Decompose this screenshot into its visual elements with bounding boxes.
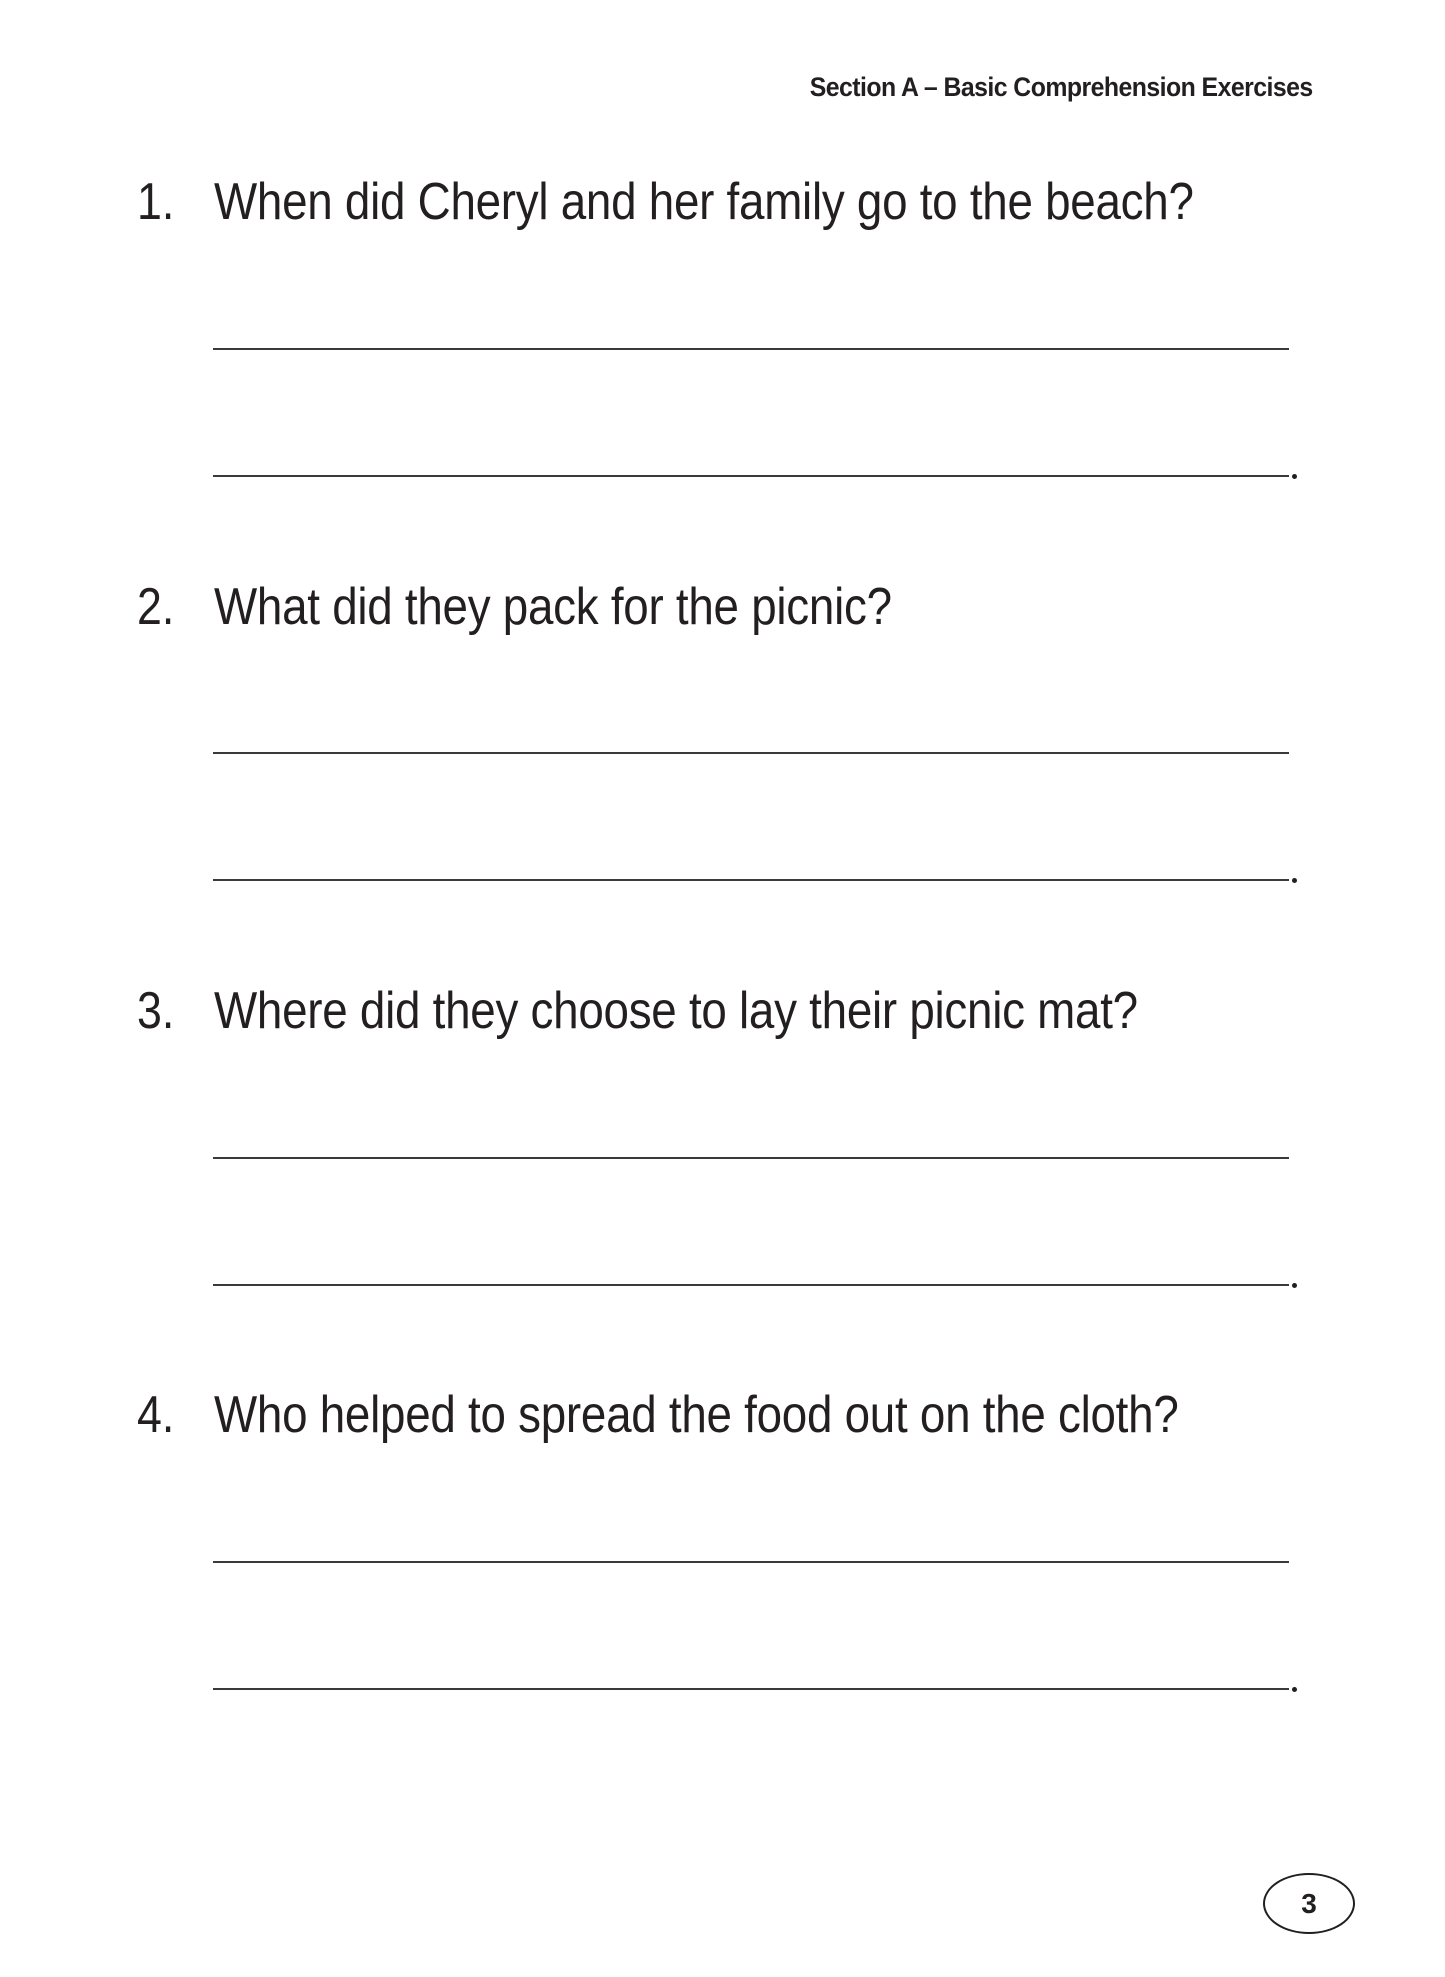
page-number: 3 bbox=[1301, 1887, 1317, 1919]
answer-line-2a[interactable] bbox=[213, 752, 1289, 754]
page-number-badge bbox=[1263, 1873, 1355, 1934]
question-number: 3. bbox=[137, 982, 175, 1040]
end-period bbox=[1292, 1687, 1297, 1692]
question-number: 4. bbox=[137, 1386, 175, 1444]
question-text: Where did they choose to lay their picnic mat? bbox=[214, 982, 1138, 1040]
question-text: What did they pack for the picnic? bbox=[214, 578, 892, 636]
question-text: Who helped to spread the food out on the cloth? bbox=[214, 1386, 1179, 1444]
question-number: 2. bbox=[137, 578, 175, 636]
question-number: 1. bbox=[137, 173, 175, 231]
section-header: Section A – Basic Comprehension Exercises bbox=[810, 72, 1313, 102]
answer-line-1b[interactable] bbox=[213, 475, 1289, 477]
end-period bbox=[1292, 474, 1297, 479]
answer-line-4b[interactable] bbox=[213, 1688, 1289, 1690]
answer-line-3a[interactable] bbox=[213, 1157, 1289, 1159]
answer-line-2b[interactable] bbox=[213, 879, 1289, 881]
answer-line-3b[interactable] bbox=[213, 1284, 1289, 1286]
question-text: When did Cheryl and her family go to the beach? bbox=[214, 173, 1194, 231]
end-period bbox=[1292, 1283, 1297, 1288]
answer-line-4a[interactable] bbox=[213, 1561, 1289, 1563]
end-period bbox=[1292, 878, 1297, 883]
answer-line-1a[interactable] bbox=[213, 348, 1289, 350]
